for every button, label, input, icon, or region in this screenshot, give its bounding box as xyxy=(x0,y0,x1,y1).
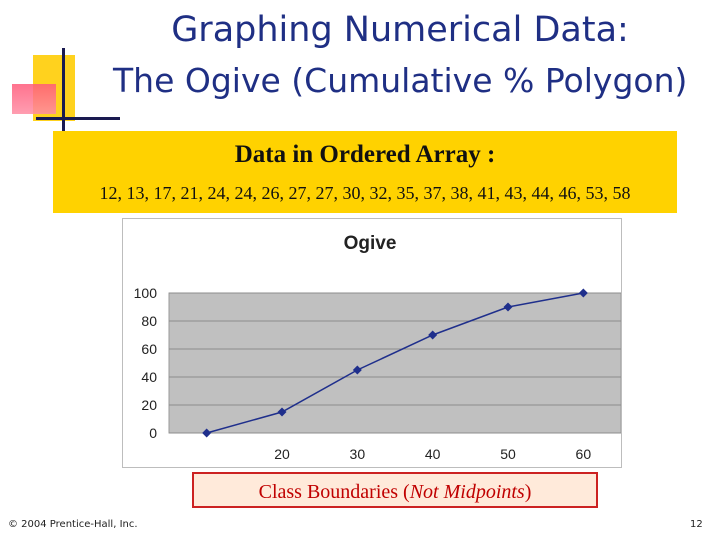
chart-title: Ogive xyxy=(343,233,397,254)
ogive-chart xyxy=(122,218,622,468)
x-tick-label-1: 20 xyxy=(274,446,290,462)
class-boundaries-note xyxy=(192,472,598,508)
note-suffix: ) xyxy=(524,481,532,503)
class-boundaries-note-text xyxy=(194,481,596,504)
decor-horizontal-line xyxy=(36,117,120,120)
y-tick-label-4: 80 xyxy=(141,313,157,329)
y-tick-label-0: 0 xyxy=(149,425,157,441)
x-tick-label-2: 30 xyxy=(349,446,366,462)
y-tick-label-5: 100 xyxy=(133,285,157,301)
ogive-chart-svg xyxy=(123,219,621,467)
decor-pink-square xyxy=(12,84,56,114)
page-number: 12 xyxy=(690,519,703,530)
x-tick-label-3: 40 xyxy=(424,446,441,462)
ordered-array-values: 12, 13, 17, 21, 24, 24, 26, 27, 27, 30, 32, 35, 37, 38, 41, 43, 44, 46, 53, 58 xyxy=(99,183,631,203)
x-axis-ticks xyxy=(274,446,591,462)
slide-title-line-2: The Ogive (Cumulative % Polygon) xyxy=(113,61,688,100)
ordered-array-heading: Data in Ordered Array : xyxy=(234,141,496,168)
note-italic: Not Midpoints xyxy=(409,481,525,503)
y-axis-ticks xyxy=(134,285,158,441)
ordered-array-box xyxy=(53,131,677,213)
plot-area xyxy=(169,293,621,433)
y-tick-label-3: 60 xyxy=(141,341,157,357)
y-tick-label-2: 40 xyxy=(141,369,157,385)
x-tick-label-4: 50 xyxy=(500,446,516,462)
slide-title-line-1: Graphing Numerical Data: xyxy=(171,10,629,50)
y-tick-label-1: 20 xyxy=(141,397,157,413)
note-prefix: Class Boundaries ( xyxy=(258,481,410,503)
x-tick-label-5: 60 xyxy=(575,446,592,462)
copyright-footer: © 2004 Prentice-Hall, Inc. xyxy=(8,519,138,530)
